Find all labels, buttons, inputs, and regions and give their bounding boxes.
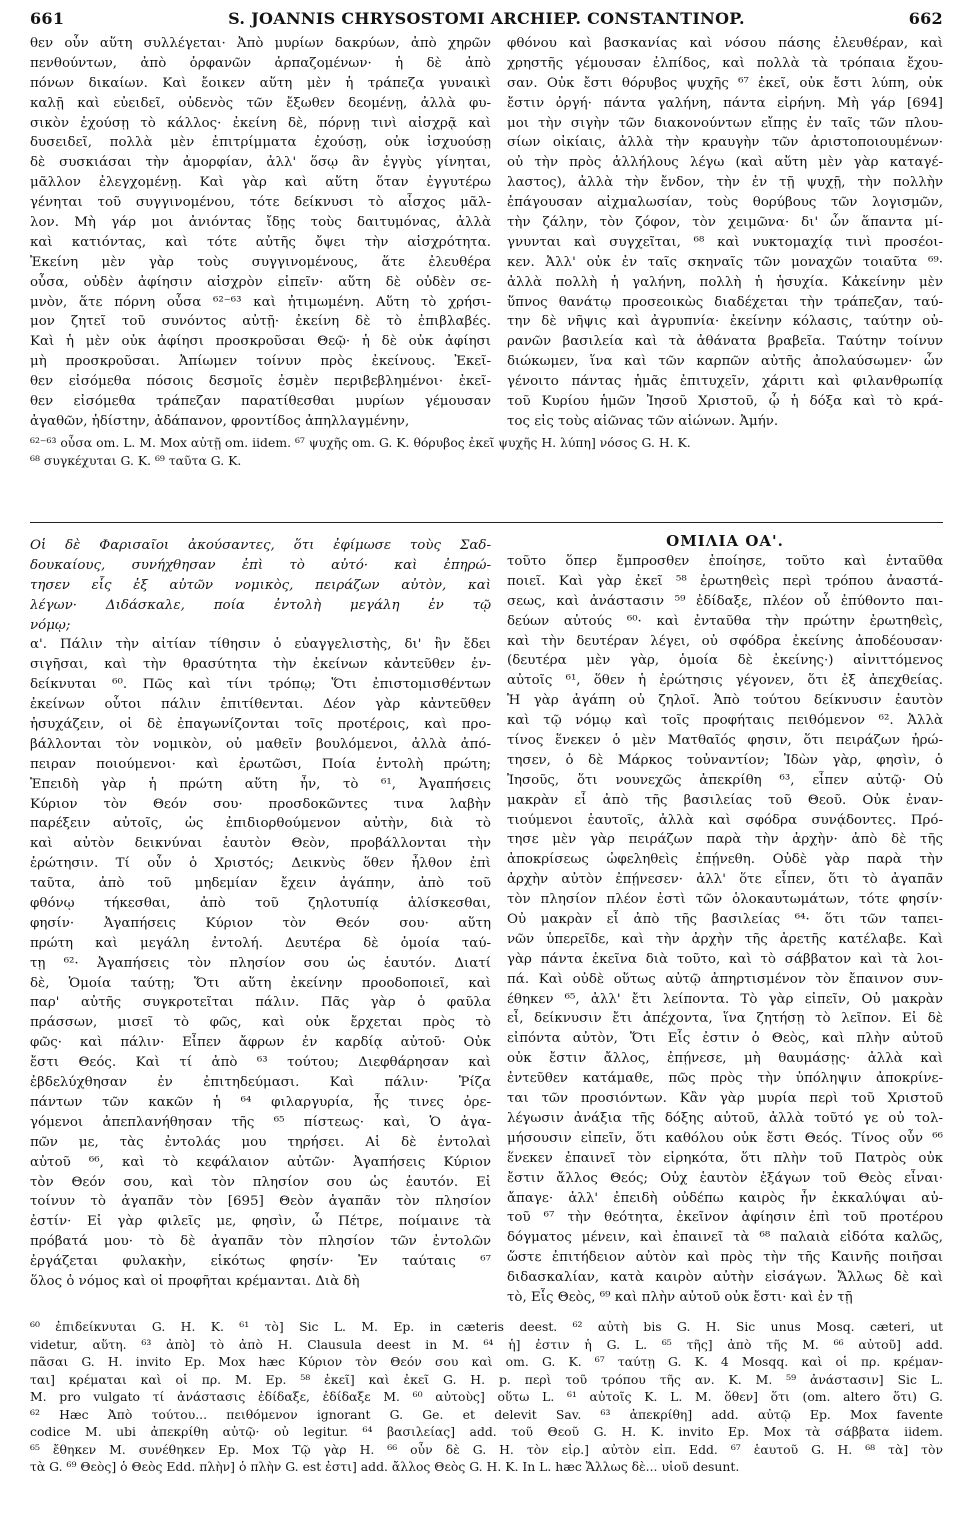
text-line: τοῦτο ὅπερ ἔμπροσθεν ἐποίησε, τοῦτο καὶ ἐνταῦθα	[507, 554, 943, 569]
text-line: θεν εἰσόμεθα πόσοις δεσμοῖς ἐσμὲν περιβεβλημένοι· ἐκεῖ-	[30, 374, 491, 390]
text-line: ὥστε ἐπιτήδειον αὐτὸν καὶ πρὸς τὴν τῆς Καινῆς ποιῆσαι	[507, 1250, 943, 1266]
running-header	[30, 6, 943, 32]
text-line: παρ' αὐτῆς συγκροτεῖται πάλιν. Πᾶς γὰρ ὁ φαῦλα	[30, 995, 491, 1011]
left-page-number: 661	[30, 9, 65, 28]
text-line: σίων οἰκίαις, ἀλλὰ τὴν κραυγὴν τῶν ἀριστοποιουμένων·	[507, 135, 943, 151]
text-line: λέγωσιν ἀνάξια τῆς δόξης αὐτοῦ, ἀλλὰ τοῦτό γε οὐ τολ-	[507, 1110, 943, 1126]
text-line: ἐρώτησιν. Τί οὖν ὁ Χριστός; Δεικνὺς ὅθεν ἦλθον ἐπὶ	[30, 856, 491, 872]
text-line: νόμῳ;	[30, 617, 71, 633]
text-line: μοι τὴν σιγὴν τῶν διακονούντων εἴπῃς ἐν ταῖς τῶν πλου-	[507, 115, 943, 131]
text-line: οὖσα, οὐδὲν ἀφίησιν αἰσχρὸν εἰπεῖν· αὕτη δὲ οὐδὲν σε-	[30, 274, 491, 290]
lower-footnotes	[30, 1318, 943, 1476]
text-line: Κύριον τὸν Θεόν σου· προσδοκῶντες τινα λαβὴν	[30, 796, 491, 812]
text-line: ἐστίν· Εἰ γὰρ φιλεῖς με, φησὶν, ὦ Πέτρε, ποίμαινε τὰ	[30, 1214, 491, 1230]
text-line: ἐκείνων οὗτοι πάλιν ἐπιτίθενται. Δέον γὰρ κἀντεῦθεν	[30, 697, 491, 713]
text-line: φθόνου καὶ βασκανίας καὶ νόσου πάσης ἐλευθέραν, καὶ	[507, 36, 943, 51]
text-line: δὲ, Ὁμοία ταύτῃ; Ὅτι αὕτη ἐκείνην προοδοποιεῖ, καὶ	[30, 975, 491, 991]
text-line: α'. Πάλιν τὴν αἰτίαν τίθησιν ὁ εὐαγγελιστὴς, δι' ἣν ἔδει	[30, 637, 491, 653]
text-line: τίνος ἕνεκεν ὁ μὲν Ματθαῖός φησιν, ὅτι πειράζων ἠρώ-	[507, 733, 943, 749]
text-line: σιγῆσαι, καὶ τὴν θρασύτητα τὴν ἐκείνων κἀντεῦθεν ἐν-	[30, 657, 491, 673]
text-line: εἶ, δείκνυσιν ἔτι ἀπέχοντα, ἵνα ζητήσῃ τὸ λεῖπον. Εἰ δὲ	[507, 1011, 943, 1027]
text-line: Ἡ γὰρ ἀγάπη οὐ ζηλοῖ. Ἀπὸ τούτου δείκνυσιν ἑαυτὸν	[507, 693, 943, 709]
text-line: videtur, αὕτη. ⁶³ ἀπὸ] τὸ ἀπὸ H. Clausula deest in M. ⁶⁴ ἡ] ἐστιν ἡ G. L. ⁶⁵ τῆς] ἀπὸ τῆς M. ⁶⁶ αὐτοῦ] add.	[30, 1336, 943, 1352]
text-line: σικὸν ἐχούσῃ τὸ κάλλος· ἐκείνη δὲ, πόρνῃ τινὶ αἰσχρᾷ καὶ	[30, 115, 491, 131]
text-line: θεν εἰσόμεθα τράπεζαν παρατίθεσθαι μυρίων γέμουσαν	[30, 394, 491, 410]
text-line: γνυνται καὶ συγχεῖται, ⁶⁸ καὶ νυκτομαχίᾳ τινὶ προσέοι-	[507, 234, 943, 250]
text-line: ἡσυχάζειν, οἱ δὲ ἐπαγωνίζονται τοῖς προτέροις, καὶ προ-	[30, 717, 491, 733]
text-line: ὅλος ὁ νόμος καὶ οἱ προφῆται κρέμανται. Διὰ δὴ	[30, 1273, 360, 1289]
text-line: ⁶⁸ συγκέχυται G. K. ⁶⁹ ταῦτα G. K.	[30, 452, 242, 468]
text-line: δείκνυται ⁶⁰. Πῶς καὶ τίνι τρόπῳ; Ὅτι ἐπιστομισθέντων	[30, 677, 491, 693]
text-line: λον. Μὴ γάρ μοι ἀνιόντας ἴδῃς τοὺς δαιτυμόνας, ἀλλὰ	[30, 215, 491, 231]
text-line: διώκωμεν, ἵνα καὶ τῶν καρπῶν αὐτῆς ἀπολαύσωμεν· ὧν	[507, 354, 943, 370]
text-line: παρέξειν αὐτοῖς, ὡς ἐπιδιορθούμενον αὐτὴν, διὰ τὸ	[30, 816, 491, 832]
text-line: Ἐπειδὴ γὰρ ἡ πρώτη αὕτη ἦν, τὸ ⁶¹, Ἀγαπήσεις	[30, 776, 491, 792]
text-line: δουκαίους, συνήχθησαν ἐπὶ τὸ αὐτό· καὶ ἐπηρώ-	[30, 557, 491, 573]
text-line: την δὲ νῆψις καὶ ἀγρυπνία· ἐκείνην κόλασις, ταύτην οὐ-	[507, 314, 943, 330]
homily-title: ΟΜΙΛΙΑ ΟΑ'.	[666, 532, 784, 550]
text-line: ἐπάγουσαν αἰχμαλωσίαν, τοὺς θορύβους τῶν λογισμῶν,	[507, 195, 943, 211]
text-line: ἕνεκεν ἐπαινεῖ τὸν εἰρηκότα, ὅτι πλὴν τοῦ Πατρὸς οὐκ	[507, 1150, 943, 1166]
text-line: μὴ προσκροῦσαι. Ἀπίωμεν τοίνυν πρὸς ἐκείνους. Ἐκεῖ-	[30, 354, 491, 370]
text-line: Καὶ ἡ μὲν οὐκ ἀφίησι προσκροῦσαι Θεῷ· ἡ δὲ οὐκ ἀφίησι	[30, 334, 491, 350]
text-line: τοίνυν τὸ ἀγαπᾶν τὸν [695] Θεὸν ἀγαπᾶν τὸν πλησίον	[30, 1194, 491, 1210]
text-line: πρώτη καὶ μεγάλη ἐντολή. Δευτέρα δὲ ὁμοία ταύ-	[30, 935, 491, 951]
text-line: έθηκεν ⁶⁵, ἀλλ' ἔτι λείποντα. Τὸ γὰρ εἰπεῖν, Οὐ μακρὰν	[507, 991, 943, 1007]
text-line: ποιεῖ. Καὶ γὰρ ἐκεῖ ⁵⁸ ἐρωτηθεὶς περὶ τρόπου ἀναστά-	[507, 573, 943, 589]
text-line: κεν. Ἀλλ' οὐκ ἐν ταῖς σκηναῖς τῶν μοναχῶν τοιαῦτα ⁶⁹·	[507, 254, 943, 270]
text-line: μακρὰν εἶ ἀπὸ τῆς βασιλείας τοῦ Θεοῦ. Οὐκ ἐναν-	[507, 792, 943, 808]
text-line: πρόβατά μου· τὸ δὲ ἀγαπᾶν τὸν πλησίον τῶν ἐντολῶν	[30, 1234, 491, 1250]
text-line: χρηστῆς γέμουσαν ἐλπίδος, καὶ πολλὰ τὰ τρόπαια ἔχου-	[507, 55, 943, 71]
lower-right-column	[507, 552, 943, 1308]
running-title: S. JOANNIS CHRYSOSTOMI ARCHIEP. CONSTANTINOP.	[228, 9, 745, 28]
text-line: πόνων δικαίων. Καὶ ἔοικεν αὕτη μὲν ἡ τράπεζα γυναικὶ	[30, 75, 491, 91]
text-line: πάντων τῶν κακῶν ἡ ⁶⁴ φιλαργυρία, ἧς τινες ὀρε-	[30, 1094, 491, 1110]
lower-left-column	[30, 536, 491, 1292]
text-line: ἔστι Θεός. Καὶ τί ἀπὸ ⁶³ τούτου; Διεφθάρησαν καὶ	[30, 1055, 491, 1071]
text-line: ἀγαθῶν, ἡδίστην, ἀδάπανον, φροντίδος ἀπηλλαγμένην,	[30, 413, 410, 429]
text-line: (δευτέρα μὲν γὰρ, ὁμοία δὲ ἐκείνης·) αἰνιττόμενος	[507, 653, 943, 669]
text-line: ἐντεῦθεν κατάμαθε, πῶς πρὸς τὴν ὑπόληψιν ἀποκρίνε-	[507, 1071, 943, 1087]
text-line: ἔστιν ὀργή· πάντα γαλήνη, πάντα εἰρήνη. Μὴ γάρ [694]	[507, 95, 943, 111]
text-line: ἐργάζεται φυλακὴν, εἰκότως φησίν· Ἐν ταύταις ⁶⁷	[30, 1254, 491, 1270]
text-line: Ἰησοῦς, ὅτι νουνεχῶς ἀπεκρίθη ⁶³, εἶπεν αὐτῷ· Οὐ	[507, 772, 943, 788]
text-line: τος εἰς τοὺς αἰῶνας τῶν αἰώνων. Ἀμήν.	[507, 413, 779, 429]
text-line: ἀποκρίσεως ὠφεληθεὶς ἐπῄνεθη. Οὐδὲ γὰρ παρὰ τὴν	[507, 852, 943, 868]
text-line: τῃ ⁶²· Ἀγαπήσεις τὸν πλησίον σου ὡς ἑαυτόν. Διατί	[30, 955, 491, 971]
text-line: καὶ αὐτὸν δεικνύναι ἑαυτὸν Θεὸν, προβάλλονται τὴν	[30, 836, 491, 852]
text-line: ὕπνος θανάτῳ προσεοικὼς διαδέχεται τὴν τράπεζαν, ταύ-	[507, 294, 943, 310]
text-line: τὸ, Εἷς Θεὸς, ⁶⁹ καὶ πλὴν αὐτοῦ οὐκ ἔστι· καὶ ἐν τῇ	[507, 1289, 853, 1305]
text-line: ⁶⁰ ἐπιδείκνυται G. H. K. ⁶¹ τὸ] Sic L. M. Ep. in cæteris deest. ⁶² αὐτὴ bis G. H. Sic unus Mosq. cæteri, ut	[30, 1319, 943, 1334]
text-line: ἀρχὴν αὐτὸν ἐπῄνεσεν· ἀλλ' ὅτε εἶπεν, ὅτι τὸ ἀγαπᾶν	[507, 872, 943, 888]
text-line: αὐτοῖς ⁶¹, ὅθεν ἡ ἐρώτησις γέγονεν, ὅτι ἐξ ἀπεχθείας.	[507, 673, 943, 689]
text-line: καὶ κατιόντας, καὶ τότε αὐτῆς ὄψει τὴν αἰσχρότητα.	[30, 234, 491, 250]
text-line: διδασκαλίαν, κατὰ καιρὸν αὐτὴν εἰσάγων. Ἄλλως δὲ καὶ	[507, 1270, 943, 1286]
text-line: καὶ τὴν δευτέραν λέγει, οὐ σφόδρα ἐκείνης ἀποδέουσαν·	[507, 633, 943, 649]
section-divider	[30, 522, 943, 523]
text-line: τοῦ Κυρίου ἡμῶν Ἰησοῦ Χριστοῦ, ᾧ ἡ δόξα καὶ τὸ κρά-	[507, 394, 943, 410]
text-line: ρανῶν βασιλεία καὶ τὰ ἀθάνατα βραβεῖα. Ταύτην τοίνυν	[507, 334, 943, 350]
text-line: αὐτοῦ ⁶⁶, καὶ τὸ κεφάλαιον αὐτῶν· Ἀγαπήσεις Κύριον	[30, 1154, 491, 1170]
text-line: φθόνῳ τήκεσθαι, ἀπὸ τοῦ ζηλοτυπίᾳ ἁλίσκεσθαι,	[30, 896, 491, 912]
text-line: τησεν, ὁ δὲ Μάρκος τοὐναντίον; Ἰδὼν γὰρ, φησὶν, ὁ	[507, 752, 943, 768]
text-line: οὐκ ἔστιν ἄλλος, ἐπῄνεσε, μὴ θαυμάσῃς· ἀλλὰ καὶ	[507, 1051, 943, 1067]
text-line: μον ζητεῖ τοῦ συνόντος αὐτῇ· ἐκείνη δὲ τὸ ἐπιβλαβές.	[30, 314, 491, 330]
text-line: τησε μὲν γὰρ πειράζων παρὰ τὴν ἀρχὴν· ἀπὸ δὲ τῆς	[507, 832, 943, 848]
text-line: πῶν με, τὰς ἐντολάς μου τηρήσει. Αἱ δὲ ἐντολαὶ	[30, 1134, 491, 1150]
text-line: ἄπαγε· ἀλλ' ἐπειδὴ οὐδέπω καιρὸς ἦν ἐκκαλύψαι αὐ-	[507, 1190, 943, 1206]
text-line: τιούμενοι ἑαυτοῖς, ἀλλὰ καὶ σφόδρα συνᾴδοντες. Πρό-	[507, 812, 943, 828]
upper-right-column	[507, 34, 943, 432]
text-line: ⁶⁵ ἔθηκεν M. συνέθηκεν Ep. Mox Τῷ γὰρ H. ⁶⁶ οὖν δὲ G. H. τὸν εἰρ.] αὐτὸν εἰπ. Edd. ⁶⁷ ἑαυτοῦ G. H. ⁶⁸ τὰ] τὸν	[30, 1441, 943, 1457]
text-line: δόγματος μένειν, καὶ ἐπαινεῖ τὰ ⁶⁸ παλαιὰ εἰδότα καλῶς,	[507, 1230, 943, 1246]
text-line: θεν οὖν αὕτη συλλέγεται· Ἀπὸ μυρίων δακρύων, ἀπὸ χηρῶν	[30, 36, 491, 51]
text-line: μᾶλλον ἐλεγχομένῃ. Καὶ γὰρ καὶ αὕτη ὅταν ἐγγυτέρω	[30, 175, 491, 191]
text-line: μήσουσιν εἰπεῖν, ὅτι καθόλου οὐκ ἔστι Θεός. Τίνος οὖν ⁶⁶	[507, 1130, 943, 1146]
upper-left-column	[30, 34, 491, 432]
text-line: σαν. Οὐκ ἔστι θόρυβος ψυχῆς ⁶⁷ ἐκεῖ, οὐκ ἔστι λύπη, οὐκ	[507, 75, 943, 91]
text-line: καὶ τῷ νόμῳ καὶ τοῖς προφήταις πειθόμενον ⁶². Ἀλλὰ	[507, 713, 943, 729]
text-line: καλῇ καὶ εὐειδεῖ, οὐδενὸς τῶν ἔξωθεν δεομένῃ, ἀλλὰ φυ-	[30, 95, 491, 111]
text-line: δεύων αὐτούς ⁶⁰· καὶ ἐνταῦθα τὴν πρώτην ἐρωτηθεὶς,	[507, 613, 943, 629]
text-line: πά. Καὶ οὐδὲ οὕτως αὐτῷ ἀπηρτισμένον τὸν ἔπαινον συν-	[507, 971, 943, 987]
text-line: τὴν ζάλην, τὸν ζόφον, τὸν χειμῶνα· δι' ὧν ἅπαντα μί-	[507, 215, 943, 231]
text-line: φῶς· καὶ πάλιν· Εἶπεν ἄφρων ἐν καρδίᾳ αὐτοῦ· Οὐκ	[30, 1035, 491, 1051]
text-line: βάλλονται τὸν νομικὸν, οὐ μαθεῖν βουλόμενοι, ἀλλὰ ἀπό-	[30, 736, 491, 752]
text-line: λέγων· Διδάσκαλε, ποία ἐντολὴ μεγάλη ἐν τῷ	[30, 597, 491, 613]
text-line: ται τῶν προσιόντων. Κἂν γὰρ μυρία περὶ τοῦ Χριστοῦ	[507, 1091, 943, 1107]
text-line: τησεν εἷς ἐξ αὐτῶν νομικὸς, πειράζων αὐτὸν, καὶ	[30, 577, 491, 593]
text-line: φησίν· Ἀγαπήσεις Κύριον τὸν Θεόν σου· αὕτη	[30, 915, 491, 931]
text-line: Οἱ δὲ Φαρισαῖοι ἀκούσαντες, ὅτι ἐφίμωσε τοὺς Σαδ-	[30, 538, 491, 553]
text-line: ἔστιν ἄλλος Θεός; Οὐχ ἑαυτὸν ἐξάγων τοῦ Θεὸς εἶναι·	[507, 1170, 943, 1186]
text-line: ἀλλὰ πολλὴ ἡ γαλήνη, πολλὴ ἡ ἡσυχία. Κἀκείνην μὲν	[507, 274, 943, 290]
text-line: οὐ τὴν πρὸς ἀλλήλους λέγω (καὶ αὕτη μὲν γὰρ καταγέ-	[507, 155, 943, 171]
text-line: μνὸν, ἅτε πόρνη οὖσα ⁶²⁻⁶³ καὶ ἠτιμωμένη. Αὕτη τὸ χρήσι-	[30, 294, 491, 310]
text-line: ταῦτα, ἀπὸ τοῦ μηδεμίαν ἔχειν ἀγάπην, ἀπὸ τοῦ	[30, 876, 491, 892]
text-line: codice M. ubi ἀπεκρίθη αὐτῷ· οὐ legitur. ⁶⁴ βασιλείας] add. τοῦ Θεοῦ G. H. K. invito Ep. Mox τὰ σάββατα iidem.	[30, 1424, 943, 1439]
upper-footnotes	[30, 434, 943, 469]
text-line: γένοιτο πάντας ἡμᾶς ἐπιτυχεῖν, χάριτι καὶ φιλανθρωπίᾳ	[507, 374, 943, 390]
text-line: M. pro vulgato τί ἀνάστασις ἐδίδαξε, ἐδίδαξε M. ⁶⁰ αὐτοὺς] οὕτω L. ⁶¹ αὐτοῖς K. L. M. ὅθεν] ὅτι (om. altero ὅτι) G.	[30, 1389, 943, 1404]
right-page-number: 662	[908, 9, 943, 28]
text-line: ⁶²⁻⁶³ οὖσα om. L. M. Mox αὐτῇ om. iidem. ⁶⁷ ψυχῆς om. G. K. θόρυβος ἐκεῖ ψυχῆς H. λύπη] νόσος G. H. K.	[30, 435, 691, 450]
text-line: δυσειδεῖ, πολλὰ μὲν ἐπιτρίμματα ἐχούσῃ, οὐκ ἰσχυούσῃ	[30, 135, 491, 151]
text-line: γένηται τοῦ συγγινομένου, τότε δείκνυσι τὸ αἶσχος μᾶλ-	[30, 195, 491, 211]
text-line: Ἐκείνη μὲν γὰρ τοὺς συγγινομένους, ἅτε ἐλευθέρα	[30, 254, 491, 270]
text-line: εἰπόντα αὐτὸν, Ὅτι Εἷς ἐστιν ὁ Θεὸς, καὶ πλὴν αὐτοῦ	[507, 1031, 943, 1047]
text-line: πειραν ποιούμενοι· καὶ ἐρωτῶσι, Ποία ἐντολὴ πρώτη;	[30, 756, 491, 772]
text-line: δὲ συσκιάσαι τὴν ἀμορφίαν, ἀλλ' ὅσῳ ἂν ἐγγὺς γίνηται,	[30, 155, 491, 171]
text-line: λαστος), ἀλλὰ τὴν ἔνδον, τὴν ἐν τῇ ψυχῇ, τὴν πολλὴν	[507, 175, 943, 191]
text-line: πράσσων, μισεῖ τὸ φῶς, καὶ οὐκ ἔρχεται πρὸς τὸ	[30, 1015, 491, 1031]
text-line: ⁶² Hæc Ἀπὸ τούτου... πειθόμενον ignorant G. Ge. et delevit Sav. ⁶³ ἀπεκρίθη] add. αὐτῷ Ep. Mox favente	[30, 1406, 943, 1422]
text-line: πενθούντων, ἀπὸ ὀρφανῶν ἁρπαζομένων· ἡ δὲ ἀπὸ	[30, 55, 491, 71]
text-line: γόμενοι ἀπεπλανήθησαν τῆς ⁶⁵ πίστεως· καὶ, Ὁ ἀγα-	[30, 1114, 491, 1130]
text-line: πᾶσαι G. H. invito Ep. Mox hæc Κύριον τὸν Θεόν σου καὶ om. G. K. ⁶⁷ ταύτῃ G. K. 4 Mosqq. καὶ οἱ πρ. κρέμαν-	[30, 1354, 943, 1369]
text-line: τὰ G. ⁶⁹ Θεὸς] ὁ Θεὸς Edd. πλὴν] ὁ πλὴν G. est ἐστι] add. ἄλλος Θεὸς G. H. K. In L. hæc Ἄλλως δὲ... υἱοῦ desunt.	[30, 1459, 740, 1474]
text-line: Οὐ μακρὰν εἶ ἀπὸ τῆς βασιλείας ⁶⁴· ὅτι τῶν ταπει-	[507, 912, 943, 928]
text-line: τὸν πλησίον πλέον ἐστὶ τῶν ὁλοκαυτωμάτων, τότε φησίν·	[507, 892, 943, 908]
text-line: τοῦ ⁶⁷ τὴν θεότητα, ἐκεῖνον ἀφίησιν ἐπὶ τοῦ προτέρου	[507, 1210, 943, 1226]
text-line: τὸν Θεόν σου, καὶ τὸν πλησίον σου ὡς ἑαυτόν. Εἰ	[30, 1174, 491, 1190]
text-line: γὰρ πάντα ἐκεῖνα διὰ τοῦτο, καὶ τὸ σάββατον καὶ τὰ λοι-	[507, 951, 943, 967]
text-line: ἐβδελύχθησαν ἐν ἐπιτηδεύμασι. Καὶ πάλιν· Ῥίζα	[30, 1075, 491, 1091]
text-line: σεως, καὶ ἀνάστασιν ⁵⁹ ἐδίδαξε, πλέον οὗ ἐπύθοντο παι-	[507, 593, 943, 609]
text-line: ται] κρέμαται καὶ οἱ πρ. M. Ep. ⁵⁸ ἐκεῖ] καὶ ἐκεῖ G. H. p. περὶ τοῦ τρόπου τῆς αν. K. M. ⁵⁹ ἀνάστασιν] Sic L.	[30, 1371, 943, 1387]
text-line: νῶν ὑπερεῖδε, καὶ τὴν ἀρχὴν τῆς ἀρετῆς κατέλαβε. Καὶ	[507, 931, 943, 947]
